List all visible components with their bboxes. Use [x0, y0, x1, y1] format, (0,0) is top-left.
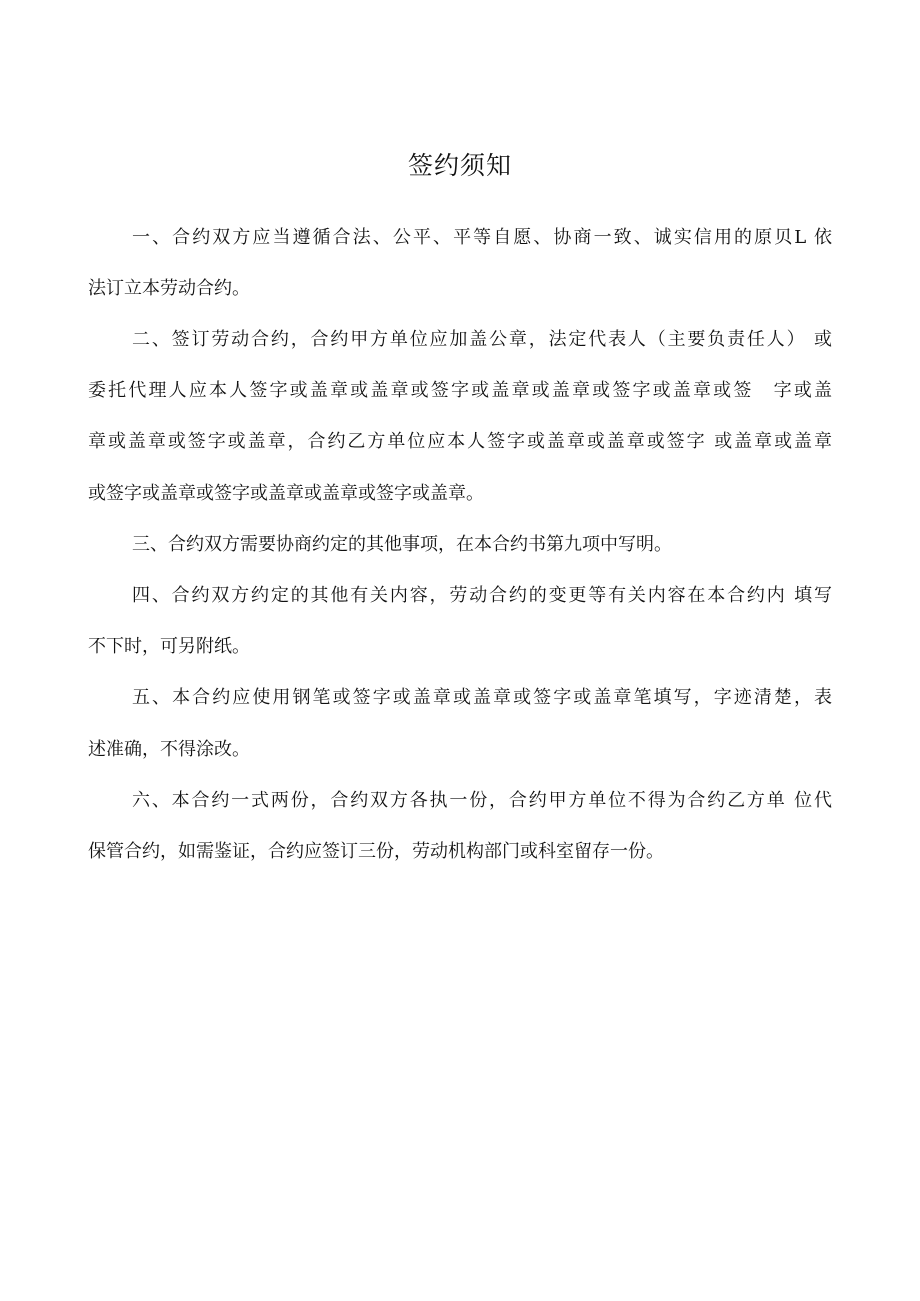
clause-4-line-2: 不下时，可另附纸。 — [88, 636, 250, 657]
clause-3-line-1: 三、合约双方需要协商约定的其他事项，在本合约书第九项中写明。 — [132, 534, 672, 555]
clause-5-line-2: 述准确，不得涂改。 — [88, 739, 250, 760]
clause-1-line-1: 一、合约双方应当遵循合法、公平、平等自愿、协商一致、诚实信用的原贝L 依 — [132, 227, 832, 248]
page-title: 签约须知 — [407, 151, 512, 180]
clause-2-line-3: 章或盖章或签字或盖章，合约乙方单位应本人签字或盖章或盖章或签字 或盖章或盖章 — [88, 431, 832, 452]
clause-6-line-2: 保管合约，如需鉴证，合约应签订三份，劳动机构部门或科室留存一份。 — [88, 841, 664, 862]
clause-1-line-2: 法订立本劳动合约。 — [88, 278, 250, 299]
clause-4-line-1: 四、合约双方约定的其他有关内容，劳动合约的变更等有关内容在本合约内 填写 — [132, 585, 832, 606]
clause-2-line-1: 二、签订劳动合约，合约甲方单位应加盖公章，法定代表人（主要负责任人） 或 — [132, 329, 832, 350]
clause-6-line-1: 六、本合约一式两份，合约双方各执一份，合约甲方单位不得为合约乙方单 位代 — [132, 790, 832, 811]
clause-2-line-4: 或签字或盖章或签字或盖章或盖章或签字或盖章。 — [88, 483, 484, 504]
clause-2-line-2: 委托代理人应本人签字或盖章或盖章或签字或盖章或盖章或签字或盖章或签 字或盖 — [88, 380, 832, 401]
clause-5-line-1: 五、本合约应使用钢笔或签字或盖章或盖章或签字或盖章笔填写，字迹清楚，表 — [132, 687, 832, 708]
